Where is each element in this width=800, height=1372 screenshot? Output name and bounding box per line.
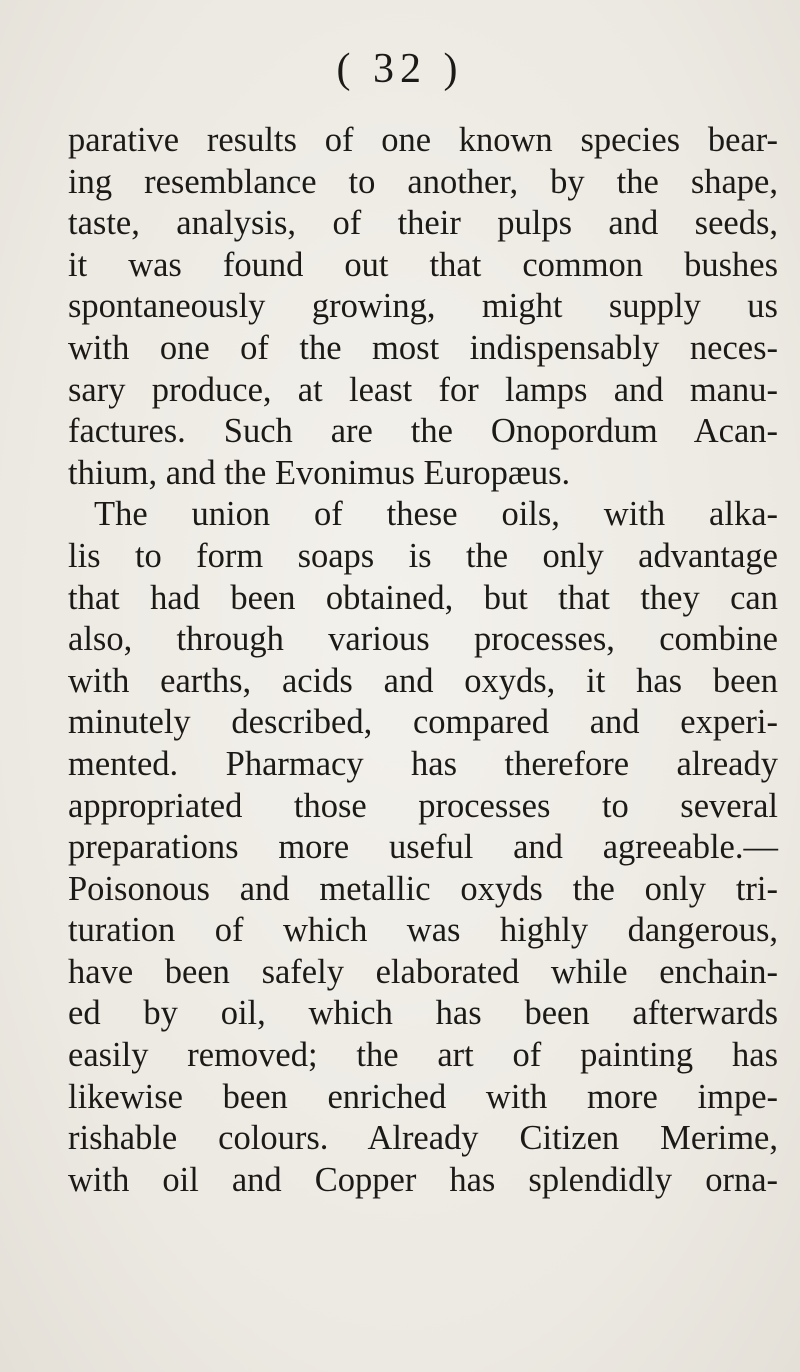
text-line: minutely described, compared and experi- xyxy=(68,703,778,742)
text-line: preparations more useful and agreeable.— xyxy=(68,828,778,867)
text-line: taste, analysis, of their pulps and seeds, xyxy=(68,204,778,243)
text-line: Poisonous and metallic oxyds the only tri- xyxy=(68,869,778,908)
text-line: likewise been enriched with more impe- xyxy=(68,1077,778,1116)
text-line: have been safely elaborated while enchain- xyxy=(68,952,778,991)
paragraph-start-line: The union of these oils, with alka- xyxy=(94,495,778,534)
text-line: with earths, acids and oxyds, it has been xyxy=(68,661,778,700)
text-line: with one of the most indispensably neces- xyxy=(68,328,778,367)
text-line: lis to form soaps is the only advantage xyxy=(68,536,778,575)
text-line: ing resemblance to another, by the shape, xyxy=(68,162,778,201)
text-line: appropriated those processes to several xyxy=(68,786,778,825)
text-line: turation of which was highly dangerous, xyxy=(68,911,778,950)
text-line: also, through various processes, combine xyxy=(68,620,778,659)
text-line: easily removed; the art of painting has xyxy=(68,1036,778,1075)
text-line: sary produce, at least for lamps and manu- xyxy=(68,370,778,409)
text-line: parative results of one known species bear- xyxy=(68,121,778,159)
text-line: factures. Such are the Onopordum Acan- xyxy=(68,412,778,451)
text-line: rishable colours. Already Citizen Merime, xyxy=(68,1119,778,1158)
page-number: ( 32 ) xyxy=(336,46,464,92)
text-line: mented. Pharmacy has therefore already xyxy=(68,744,778,783)
body-text xyxy=(68,120,778,1201)
text-line: it was found out that common bushes xyxy=(68,245,778,284)
text-line: spontaneously growing, might supply us xyxy=(68,287,778,326)
text-line: with oil and Copper has splendidly orna- xyxy=(68,1160,778,1199)
text-line: thium, and the Evonimus Europæus. xyxy=(68,453,571,492)
text-line: that had been obtained, but that they can xyxy=(68,578,778,617)
text-line: ed by oil, which has been afterwards xyxy=(68,994,778,1033)
